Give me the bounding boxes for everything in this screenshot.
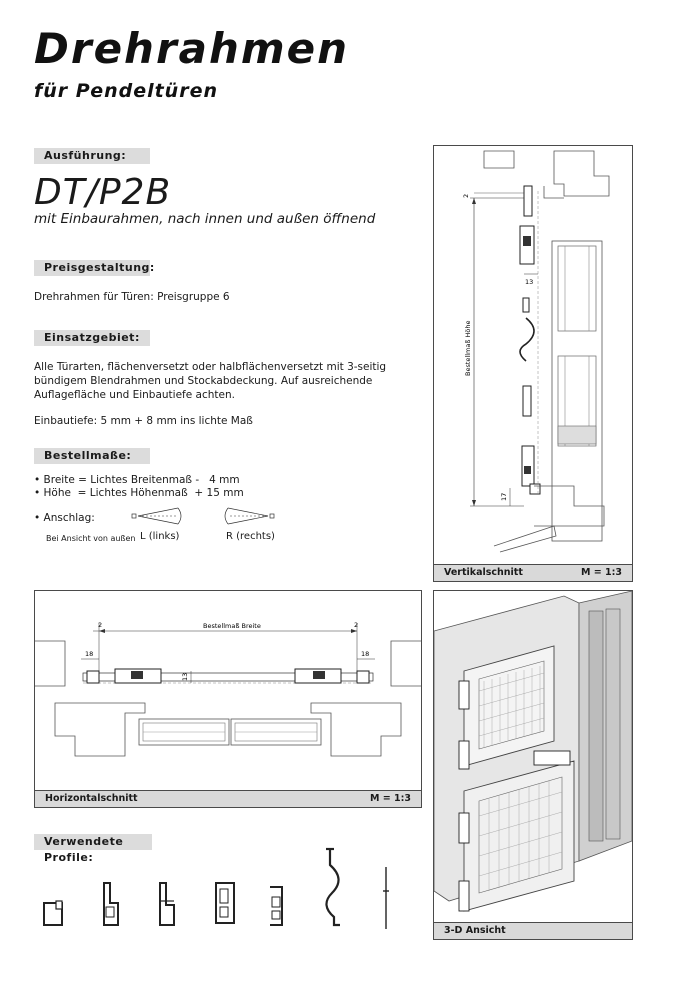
ansicht3d-caption xyxy=(434,922,632,939)
anschlag-links-label: L (links) xyxy=(140,531,180,542)
vertikal-dim-17: 17 xyxy=(500,492,508,501)
profile-5 xyxy=(270,887,282,925)
horizontalschnitt-panel xyxy=(34,590,422,808)
section-label-preis: Preisgestaltung: xyxy=(34,260,150,276)
profile-3 xyxy=(160,883,174,925)
section-label-ausfuehrung: Ausführung: xyxy=(34,148,150,164)
horizontal-dim-left: 2 xyxy=(98,621,103,629)
ansicht-note: Bei Ansicht von außen xyxy=(46,534,136,543)
horizontalschnitt-drawing xyxy=(35,591,421,791)
vertikalschnitt-caption xyxy=(434,564,632,581)
profile-1 xyxy=(44,901,62,925)
page-title: Drehrahmen xyxy=(34,24,350,73)
model-code: DT/P2B xyxy=(34,172,172,213)
bestell-breite: • Breite = Lichtes Breitenmaß - 4 mm xyxy=(34,474,240,486)
horizontal-scale: M = 1:3 xyxy=(369,793,411,804)
model-description: mit Einbaurahmen, nach innen und außen öffnend xyxy=(34,211,376,227)
vertikal-height-label: Bestellmaß Höhe xyxy=(464,320,472,376)
horizontal-caption-label: Horizontalschnitt xyxy=(45,793,138,804)
section-label-einsatz: Einsatzgebiet: xyxy=(34,330,150,346)
horizontal-dim-18-right: 18 xyxy=(361,650,370,658)
profile-4 xyxy=(216,883,234,923)
horizontal-dim-13: 13 xyxy=(181,672,189,681)
profile-2 xyxy=(104,883,118,925)
einsatz-line-3: Auflagefläche und Einbautiefe achten. xyxy=(34,389,235,401)
ansicht3d-drawing xyxy=(434,591,632,923)
ansicht3d-panel xyxy=(433,590,633,940)
anschlag-links-icon xyxy=(130,504,188,528)
bestell-anschlag: • Anschlag: xyxy=(34,512,95,524)
profile-6 xyxy=(326,849,340,925)
vertikal-caption-label: Vertikalschnitt xyxy=(444,567,523,578)
einbautiefe-text: Einbautiefe: 5 mm + 8 mm ins lichte Maß xyxy=(34,415,253,427)
section-label-bestell: Bestellmaße: xyxy=(34,448,150,464)
einsatz-line-1: Alle Türarten, flächenversetzt oder halbflächenversetzt mit 3-seitig xyxy=(34,361,387,373)
bestell-hoehe: • Höhe = Lichtes Höhenmaß + 15 mm xyxy=(34,487,244,499)
einsatz-line-2: bündigem Blendrahmen und Stockabdeckung. Auf ausreichende xyxy=(34,375,373,387)
section-label-profile: Verwendete Profile: xyxy=(34,834,152,850)
price-group-text: Drehrahmen für Türen: Preisgruppe 6 xyxy=(34,291,230,303)
anschlag-rechts-label: R (rechts) xyxy=(226,531,275,542)
page-subtitle: für Pendeltüren xyxy=(34,80,218,102)
horizontal-dim-right: 2 xyxy=(354,621,359,629)
horizontalschnitt-caption xyxy=(35,790,421,807)
horizontal-dim-18-left: 18 xyxy=(85,650,94,658)
vertikalschnitt-drawing xyxy=(434,146,632,565)
vertikalschnitt-panel xyxy=(433,145,633,582)
ansicht3d-caption-label: 3-D Ansicht xyxy=(444,925,506,936)
horizontal-width-label: Bestellmaß Breite xyxy=(203,622,261,630)
vertikal-dim-top: 2 xyxy=(462,193,470,198)
anschlag-rechts-icon xyxy=(218,504,276,528)
profile-7 xyxy=(383,867,389,929)
profile-shapes xyxy=(34,845,404,940)
vertikal-dim-13: 13 xyxy=(525,278,534,286)
vertikal-scale: M = 1:3 xyxy=(580,567,622,578)
